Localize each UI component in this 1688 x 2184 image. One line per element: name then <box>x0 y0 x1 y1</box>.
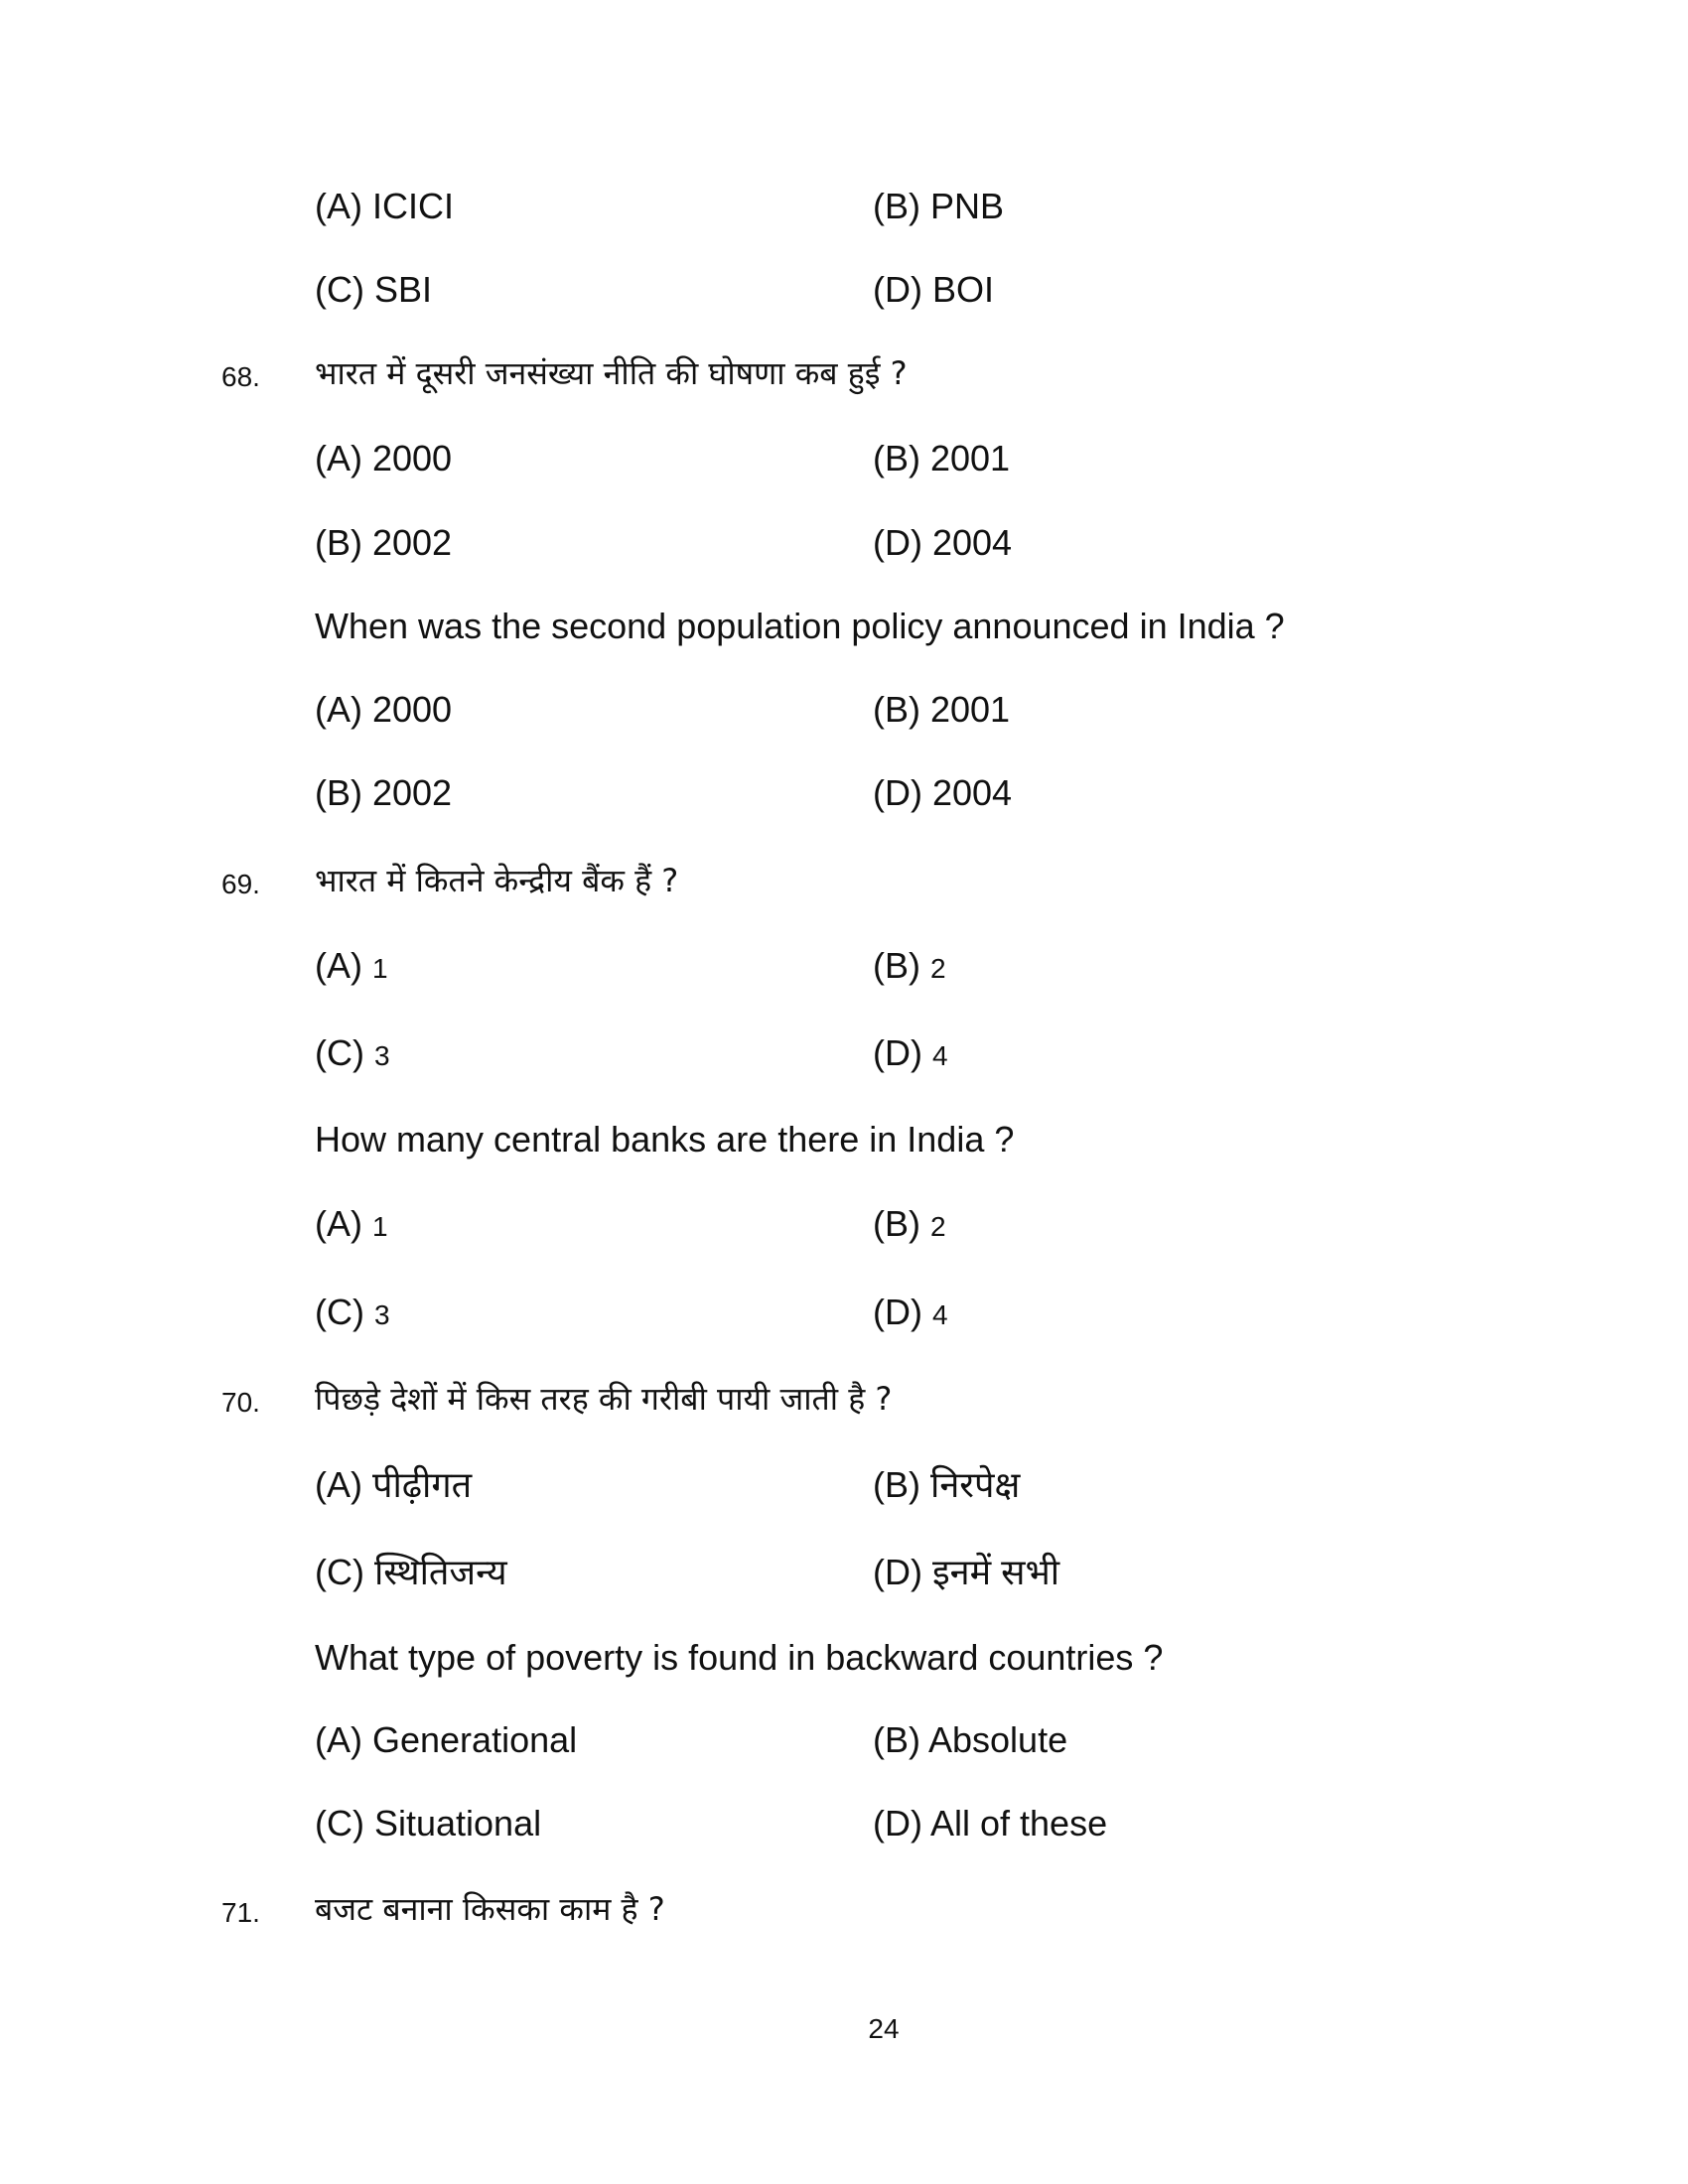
page-number: 24 <box>868 2013 900 2044</box>
option-d: (D) 2004 <box>873 522 1013 563</box>
option-b: (B) 2001 <box>873 689 1011 730</box>
option-b: (B) 2001 <box>873 438 1011 478</box>
option-value: 2 <box>930 1211 946 1242</box>
option-b: (B) निरपेक्ष <box>873 1464 1021 1505</box>
option-a: (A) ICICI <box>315 186 454 226</box>
option-value: 4 <box>932 1040 948 1071</box>
option-a <box>315 944 388 991</box>
option-c: (C) स्थितिजन्य <box>315 1552 507 1592</box>
option-value: 2 <box>930 953 946 984</box>
question-text-hindi: बजट बनाना किसका काम है ? <box>315 1890 665 1928</box>
option-c: (C) SBI <box>315 269 433 310</box>
option-label: (C) <box>315 1032 364 1073</box>
option-c: (B) 2002 <box>315 772 453 813</box>
option-label: (B) <box>873 1203 920 1244</box>
option-d <box>873 1031 948 1078</box>
option-value: 1 <box>372 1211 388 1242</box>
option-d: (D) BOI <box>873 269 994 310</box>
option-value: 4 <box>932 1299 948 1330</box>
question-number: 69. <box>221 869 260 899</box>
option-label: (D) <box>873 1292 922 1332</box>
question-number: 70. <box>221 1387 260 1418</box>
question-text-english: When was the second population policy announced in India ? <box>315 606 1285 646</box>
question-number: 68. <box>221 361 260 392</box>
option-b <box>873 1202 946 1249</box>
option-value: 3 <box>374 1299 390 1330</box>
option-a: (A) पीढ़ीगत <box>315 1464 473 1505</box>
question-text-hindi: भारत में कितने केन्द्रीय बैंक हैं ? <box>315 862 679 899</box>
option-b: (B) Absolute <box>873 1719 1068 1760</box>
option-d: (D) 2004 <box>873 772 1013 813</box>
option-d <box>873 1291 948 1337</box>
option-d: (D) इनमें सभी <box>873 1552 1060 1592</box>
option-c <box>315 1291 390 1337</box>
option-a: (A) 2000 <box>315 689 453 730</box>
question-text-english: What type of poverty is found in backward countries ? <box>315 1637 1164 1678</box>
option-a <box>315 1202 388 1249</box>
option-b <box>873 944 946 991</box>
option-c <box>315 1031 390 1078</box>
option-value: 3 <box>374 1040 390 1071</box>
option-label: (B) <box>873 945 920 986</box>
option-c: (B) 2002 <box>315 522 453 563</box>
option-label: (A) <box>315 1203 362 1244</box>
option-b: (B) PNB <box>873 186 1005 226</box>
question-text-hindi: पिछड़े देशों में किस तरह की गरीबी पायी जाती है ? <box>315 1380 893 1418</box>
option-label: (C) <box>315 1292 364 1332</box>
option-label: (A) <box>315 945 362 986</box>
option-a: (A) Generational <box>315 1719 578 1760</box>
option-d: (D) All of these <box>873 1803 1108 1843</box>
option-value: 1 <box>372 953 388 984</box>
question-text-english: How many central banks are there in India ? <box>315 1119 1015 1160</box>
question-text-hindi: भारत में दूसरी जनसंख्या नीति की घोषणा कब हुई ? <box>315 354 908 392</box>
option-c: (C) Situational <box>315 1803 542 1843</box>
option-a: (A) 2000 <box>315 438 453 478</box>
option-label: (D) <box>873 1032 922 1073</box>
question-number: 71. <box>221 1897 260 1928</box>
